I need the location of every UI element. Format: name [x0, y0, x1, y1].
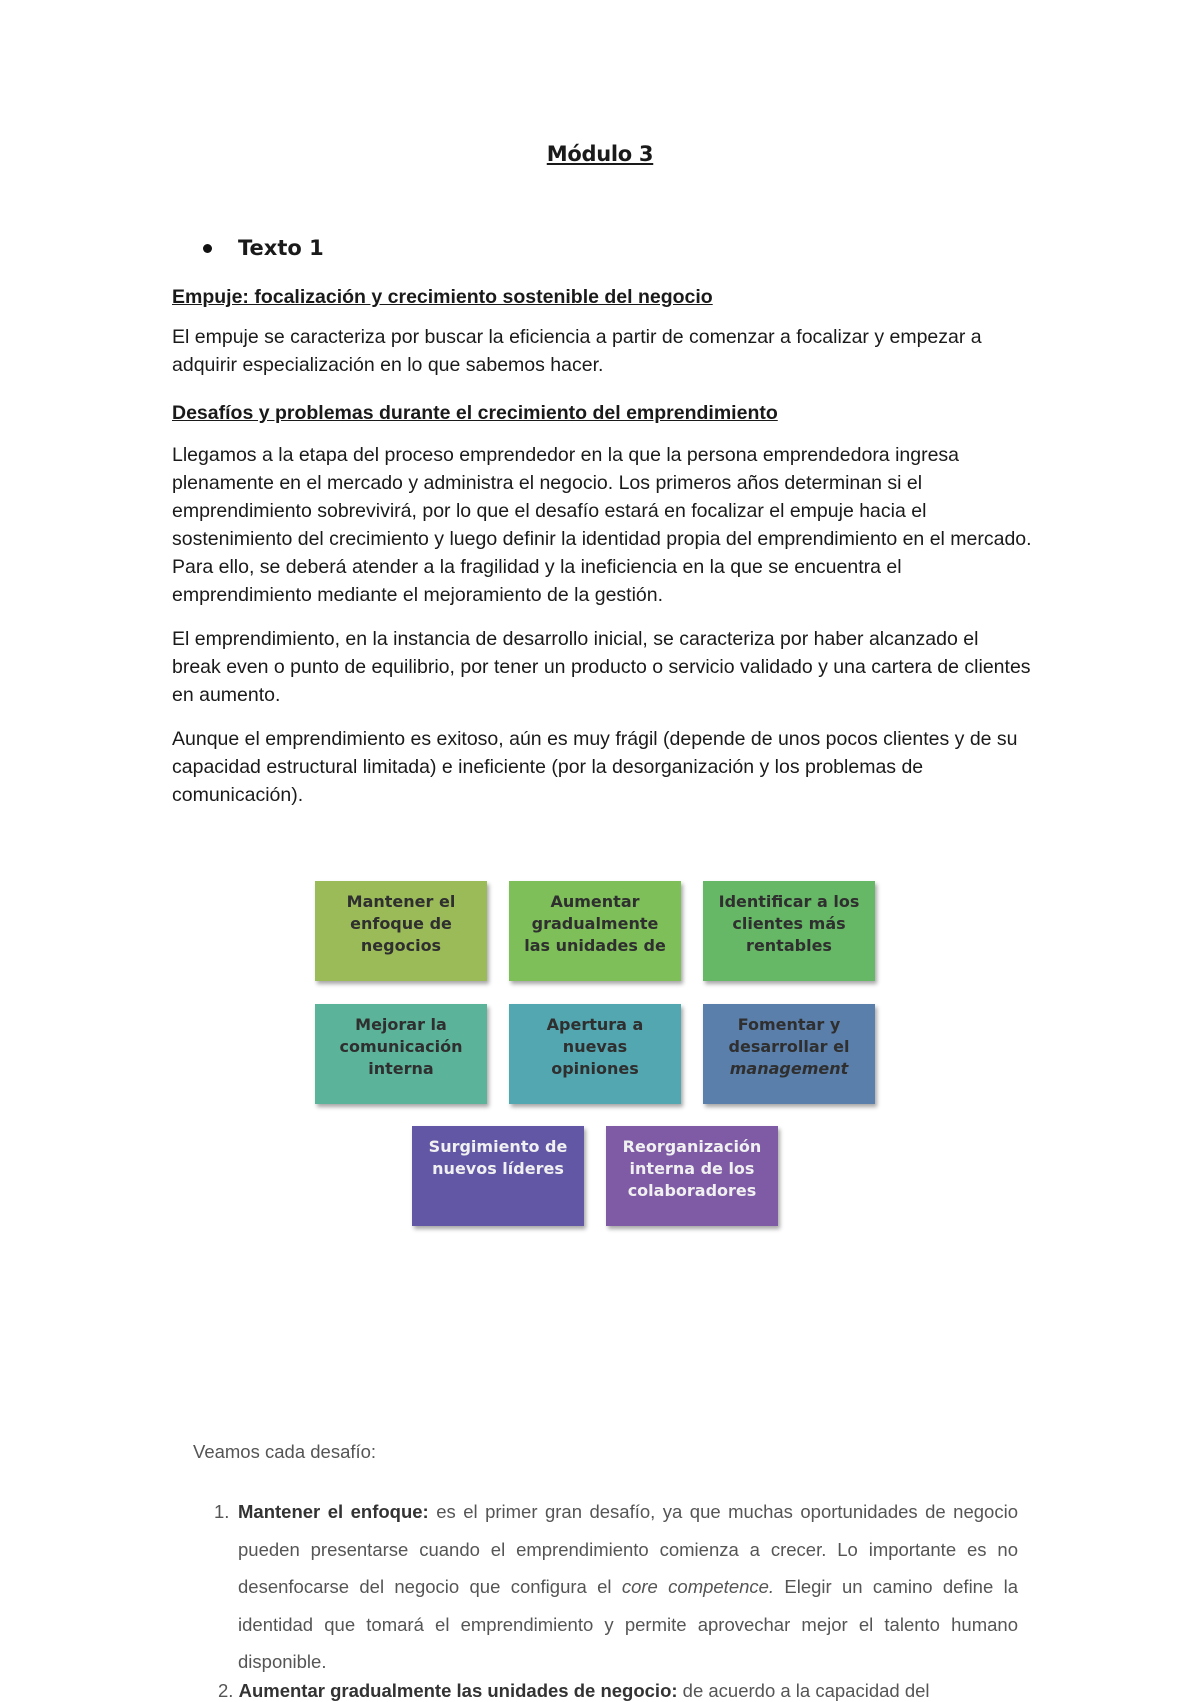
- diagram-box: [509, 881, 681, 981]
- diagram-box-label: Apertura a nuevas opiniones: [546, 1015, 644, 1078]
- diagram-box: [509, 1004, 681, 1104]
- diagram-box-label: Identificar a los clientes más rentables: [718, 892, 860, 955]
- bullet-dot-icon: [203, 244, 212, 253]
- list-item: [218, 1680, 930, 1702]
- diagram-box-label-text: Fomentar y desarrollar el: [728, 1015, 850, 1056]
- bullet-heading-text: Texto 1: [238, 236, 324, 260]
- diagram-box: [606, 1126, 778, 1226]
- scanned-intro: Veamos cada desafío:: [193, 1441, 377, 1462]
- diagram-box-label: Surgimiento de nuevos líderes: [428, 1137, 568, 1178]
- section-heading: Desafíos y problemas durante el crecimiento del emprendimiento: [172, 402, 778, 424]
- diagram-box-label: Mantener el enfoque de negocios: [346, 892, 456, 955]
- list-item-number: 2.: [218, 1680, 234, 1701]
- diagram-box-label: Reorganización interna de los colaboradores: [622, 1137, 762, 1200]
- list-item-number: 1.: [214, 1501, 230, 1522]
- paragraph: El empuje se caracteriza por buscar la eficiencia a partir de comenzar a focalizar y empezar a adquirir especialización en lo que sabemos hacer.: [172, 326, 982, 376]
- diagram-box-label: Mejorar la comunicación interna: [339, 1015, 463, 1078]
- page-title: Módulo 3: [546, 142, 654, 166]
- list-item-text: Elegir un camino define la identidad que tomará el emprendimiento y permite aprovechar mejor el talento humano disponible.: [238, 1576, 1018, 1672]
- diagram-box: [315, 1004, 487, 1104]
- list-item-text: de acuerdo a la capacidad del: [677, 1680, 930, 1701]
- section-desafios: [172, 399, 1032, 809]
- diagram-box: [703, 881, 875, 981]
- section-empuje: [172, 283, 1032, 379]
- bullet-heading: [203, 236, 324, 260]
- section-heading: Empuje: focalización y crecimiento sostenible del negocio: [172, 286, 713, 308]
- diagram-box: [412, 1126, 584, 1226]
- paragraph: Aunque el emprendimiento es exitoso, aún es muy frágil (depende de unos pocos clientes y de su capacidad estructural limitada) e ineficiente (por la desorganización y los problemas de comunicación).: [172, 728, 1018, 806]
- diagram-box-label: Aumentar gradualmente las unidades de: [524, 892, 666, 955]
- paragraph: Llegamos a la etapa del proceso emprendedor en la que la persona emprendedora ingresa plenamente en el mercado y administra el negocio. Los primeros años determinan si el emprendimiento sobrevivirá, por lo que el desafío estará en focalizar el empuje hacia el sostenimiento del crecimiento y luego definir la identidad propia del emprendimiento en el mercado. Para ello, se deberá atender a la fragilidad y la ineficiencia en la que se encuentra el emprendimiento mediante el mejoramiento de la gestión.: [172, 444, 1032, 606]
- diagram-box-label: [714, 1014, 864, 1080]
- list-item-emphasis: core competence.: [621, 1576, 775, 1597]
- list-item: [214, 1493, 1018, 1681]
- list-item-title: Mantener el enfoque:: [238, 1501, 429, 1522]
- diagram-box: [703, 1004, 875, 1104]
- diagram-box-label-emphasis: management: [729, 1059, 849, 1078]
- diagram-box: [315, 881, 487, 981]
- paragraph: El emprendimiento, en la instancia de desarrollo inicial, se caracteriza por haber alcanzado el break even o punto de equilibrio, por tener un producto o servicio validado y una cartera de clientes en aumento.: [172, 628, 1031, 706]
- challenge-list: [214, 1493, 1018, 1681]
- list-item-title: Aumentar gradualmente las unidades de negocio:: [238, 1680, 678, 1701]
- list-item-text: es el primer gran desafío, ya que muchas oportunidades de negocio pueden presentarse cuando el emprendimiento comienza a crecer. Lo importante es no desenfocarse del negocio que configura el: [238, 1501, 1018, 1597]
